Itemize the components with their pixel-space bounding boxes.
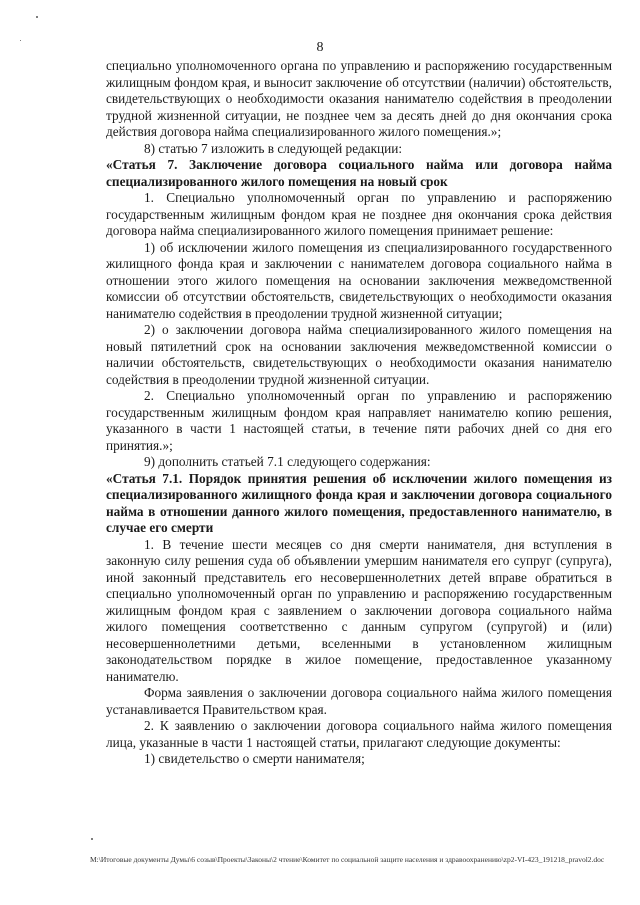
paragraph: 1) свидетельство о смерти нанимателя; bbox=[144, 751, 365, 766]
paragraph: специально уполномоченного органа по управлению и распоряжению государственным жилищным фондом края, и выносит заключение об отсутствии (наличии) обстоятельств, свидетельствующих о необходимости оказания нанимателю содействия в преодолении трудной жизненной ситуации, не позднее чем за десять дней до дня окончания срока действия договора найма специализированного жилого помещения.»; bbox=[106, 58, 612, 139]
article-heading: «Статья 7. Заключение договора социального найма или договора найма специализированного жилого помещения на новый срок bbox=[106, 157, 612, 189]
paragraph: 1) об исключении жилого помещения из специализированного государственного жилищного фонда края и заключении с нанимателем договора социального найма в отношении этого жилого помещения на основании заключения межведомственной комиссии об отсутствии обстоятельств, свидетельствующих о необходимости оказания нанимателю содействия в преодолении трудной жизненной ситуации; bbox=[106, 239, 612, 321]
paragraph: 8) статью 7 изложить в следующей редакции: bbox=[144, 140, 403, 156]
paragraph: 9) дополнить статьей 7.1 следующего содержания: bbox=[144, 454, 431, 469]
paragraph: 2) о заключении договора найма специализированного жилого помещения на новый пятилетний срок на основании заключения межведомственной комиссии о наличии обстоятельств, свидетельствующих о необходимости оказания нанимателю содействия в преодолении трудной жизненной ситуации. bbox=[106, 322, 612, 387]
paragraph: 1. В течение шести месяцев со дня смерти нанимателя, дня вступления в законную силу решения суда об объявлении умершим нанимателя его супруг (супруга), иной законный представитель его несовершеннолетних детей вправе обратиться в специально уполномоченный орган по управлению и распоряжению государственным жилищным фондом края с заявлением о заключении договора социального найма жилого помещения соответственно с данным супругом (супругой) и (или) несовершеннолетними детьми, вселенными в установленном жилищным законодательством порядке в жилое помещение, предоставленное указанному нанимателю. bbox=[106, 536, 612, 684]
scan-speck bbox=[36, 16, 38, 18]
paragraph: 2. К заявлению о заключении договора социального найма жилого помещения лица, указанные в части 1 настоящей статьи, прилагают следующие документы: bbox=[106, 718, 612, 750]
scan-speck bbox=[91, 838, 93, 840]
document-body bbox=[106, 58, 612, 768]
file-path-footer: M:\Итоговые документы Думы\6 созыв\Проекты\Законы\2 чтение\Комитет по социальной защите населения и здравоохранению\zp2-VI-423_191218_pravol2.doc bbox=[90, 855, 605, 864]
paragraph: 1. Специально уполномоченный орган по управлению и распоряжению государственным жилищным фондом края не позднее дня окончания срока действия договора найма специализированного жилого помещения принимает решение: bbox=[106, 190, 612, 238]
paragraph: Форма заявления о заключении договора социального найма жилого помещения устанавливается Правительством края. bbox=[106, 685, 612, 717]
article-heading: «Статья 7.1. Порядок принятия решения об исключении жилого помещения из специализированного жилищного фонда края и заключении договора социального найма в отношении данного жилого помещения, предоставленного нанимателю, в случае его смерти bbox=[106, 470, 612, 535]
paragraph: 2. Специально уполномоченный орган по управлению и распоряжению государственным жилищным фондом края направляет нанимателю копию решения, указанного в части 1 настоящей статьи, в течение пяти рабочих дней со дня его принятия.»; bbox=[106, 388, 612, 453]
page-number: 8 bbox=[316, 40, 324, 55]
